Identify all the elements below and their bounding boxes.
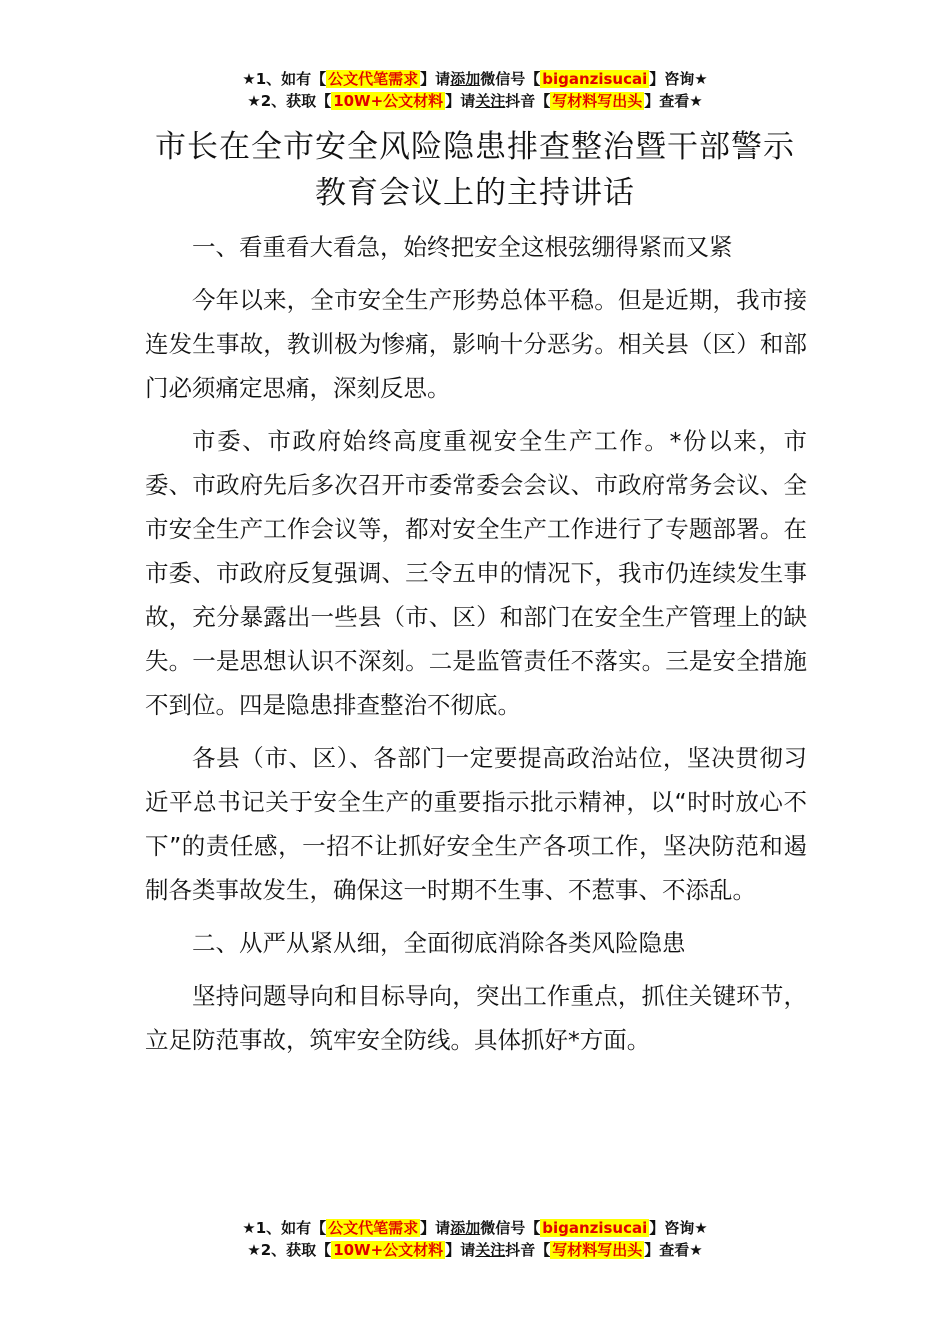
section-heading: 二、从严从紧从细，全面彻底消除各类风险隐患 bbox=[192, 929, 686, 957]
banner-line-1: ★1、如有【 公文代笔需求 】请添加微信号【 biganzisucai 】咨询★ bbox=[242, 70, 708, 88]
paragraph: 今年以来，全市安全生产形势总体平稳。但是近期，我市接连发生事故，教训极为惨痛，影响十分恶劣。相关县（区）和部门必须痛定思痛，深刻反思。 bbox=[145, 286, 807, 402]
highlight-wechat-id: biganzisucai bbox=[542, 70, 648, 88]
header-banner bbox=[0, 68, 950, 112]
document-body bbox=[145, 225, 807, 1071]
highlight-wechat-id: biganzisucai bbox=[542, 1219, 648, 1237]
highlight-service: 公文代笔需求 bbox=[328, 70, 419, 88]
highlight-douyin: 写材料写出头 bbox=[552, 92, 643, 110]
footer-banner bbox=[0, 1217, 950, 1261]
highlight-materials: 10W+公文材料 bbox=[333, 1241, 444, 1259]
highlight-materials: 10W+公文材料 bbox=[333, 92, 444, 110]
section-heading: 一、看重看大看急，始终把安全这根弦绷得紧而又紧 bbox=[192, 233, 733, 261]
document-title: 市长在全市安全风险隐患排查整治暨干部警示教育会议上的主持讲话 bbox=[155, 129, 795, 211]
banner-line-1: ★1、如有【 公文代笔需求 】请添加微信号【 biganzisucai 】咨询★ bbox=[242, 1219, 708, 1237]
paragraph: 市委、市政府始终高度重视安全生产工作。*份以来，市委、市政府先后多次召开市委常委会会议、市政府常务会议、全市安全生产工作会议等，都对安全生产工作进行了专题部署。在市委、市政府反复强调、三令五申的情况下，我市仍连续发生事故，充分暴露出一些县（市、区）和部门在安全生产管理上的缺失。一是思想认识不深刻。二是监管责任不落实。三是安全措施不到位。四是隐患排查整治不彻底。 bbox=[145, 427, 807, 719]
highlight-service: 公文代笔需求 bbox=[328, 1219, 419, 1237]
paragraph: 各县（市、区）、各部门一定要提高政治站位，坚决贯彻习近平总书记关于安全生产的重要指示批示精神，以“时时放心不下”的责任感，一招不让抓好安全生产各项工作，坚决防范和遏制各类事故发生，确保这一时期不生事、不惹事、不添乱。 bbox=[145, 744, 807, 904]
banner-line-2: ★2、获取【 10W+公文材料 】请关注抖音【 写材料写出头 】查看★ bbox=[247, 1241, 703, 1259]
highlight-douyin: 写材料写出头 bbox=[552, 1241, 643, 1259]
paragraph: 坚持问题导向和目标导向，突出工作重点，抓住关键环节，立足防范事故，筑牢安全防线。具体抓好*方面。 bbox=[145, 982, 807, 1054]
banner-line-2: ★2、获取【 10W+公文材料 】请关注抖音【 写材料写出头 】查看★ bbox=[247, 92, 703, 110]
